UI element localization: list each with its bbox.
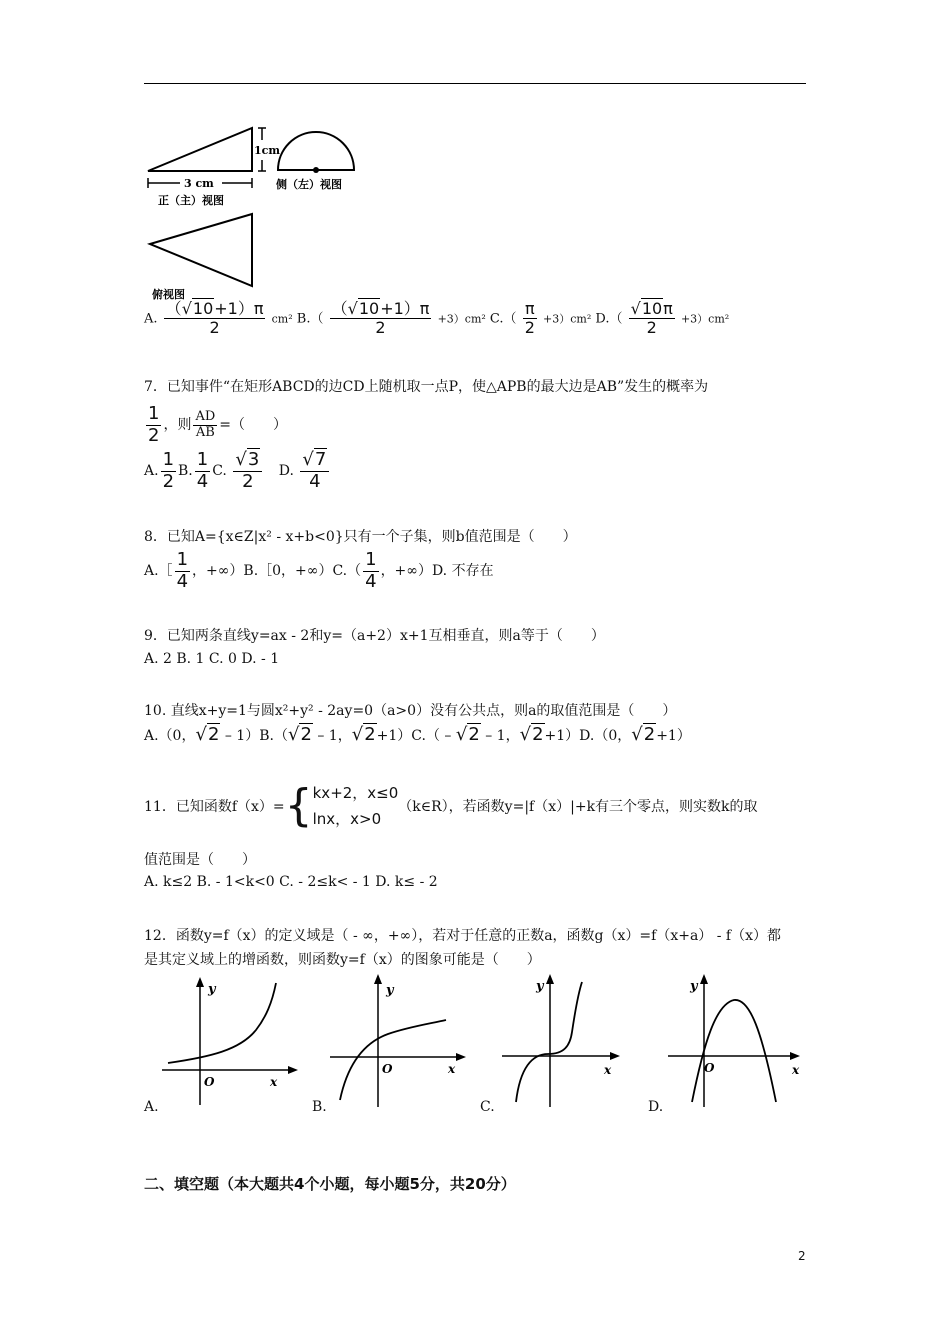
graph-b-curve xyxy=(340,1020,446,1100)
svg-text:x: x xyxy=(448,1062,456,1076)
q10-options: A.（0，√2 – 1）B.（√2 – 1，√2+1）C.（ – √2 – 1，√2+1）D.（0，√2+1） xyxy=(144,724,691,745)
svg-text:O: O xyxy=(382,1062,393,1076)
graph-a xyxy=(160,975,300,1110)
graph-b-label: B. xyxy=(312,1099,327,1115)
svg-text:x: x xyxy=(270,1075,278,1089)
q11-stem: 11．已知函数f（x）={ kx+2，x≤0 lnx，x>0 （k∈R），若函数y=|f（x）|+k有三个零点，则实数k的取 xyxy=(144,780,758,831)
svg-text:y: y xyxy=(536,979,544,994)
top-view-triangle xyxy=(150,214,252,286)
q8-stem: 8．已知A={x∈Z|x² - x+b<0}只有一个子集，则b值范围是（ ） xyxy=(144,529,577,545)
q11-options: A. k≤2 B. - 1<k<0 C. - 2≤k< - 1 D. k≤ - 2 xyxy=(144,874,438,890)
q6-options: A. $\frac{(√10+1)\pi}{2}$ cm² B.（ $\frac{(√10+1)\pi}{2}$ +3）cm² C.（ $\frac{\pi}{2}$ +3）cm² D.（ $\frac{√10\pi}{2}$ +3）cm² xyxy=(144,299,730,338)
graph-d-label: D. xyxy=(648,1099,664,1115)
q11-stem-line2: 值范围是（ ） xyxy=(144,852,256,868)
graph-c-label: C. xyxy=(480,1099,495,1115)
graph-a-label: A. xyxy=(144,1099,159,1115)
side-view-semicircle xyxy=(278,132,354,170)
q7-options: A. $\frac{1}{2}$ B. $\frac{1}{4}$ C. $\frac{√3}{2}$ D. $\frac{√7}{4}$ xyxy=(144,450,331,492)
width-dimension-label: 3 cm xyxy=(184,177,214,190)
graph-d xyxy=(664,972,809,1112)
q7-stem: 7．已知事件“在矩形ABCD的边CD上随机取一点P，使△APB的最大边是AB”发生的概率为 xyxy=(144,379,709,395)
front-view-caption: 正（主）视图 xyxy=(158,194,224,207)
q10-stem: 10. 直线x+y=1与圆x²+y² - 2ay=0（a>0）没有公共点，则a的取值范围是（ ） xyxy=(144,703,677,719)
graph-b xyxy=(328,972,468,1112)
q12-stem-line1: 12．函数y=f（x）的定义域是（ - ∞，+∞），若对于任意的正数a，函数g（x）=f（x+a） - f（x）都 xyxy=(144,928,782,944)
section-2-heading: 二、填空题（本大题共4个小题，每小题5分，共20分） xyxy=(144,1175,516,1193)
q9-options: A. 2 B. 1 C. 0 D. - 1 xyxy=(144,651,280,667)
graph-c xyxy=(498,972,628,1112)
front-view-triangle xyxy=(148,128,252,171)
graph-a-curve xyxy=(168,983,276,1063)
top-view-caption: 俯视图 xyxy=(152,288,185,301)
side-view-caption: 侧（左）视图 xyxy=(276,178,342,191)
svg-text:x: x xyxy=(604,1063,612,1077)
three-view-figure xyxy=(140,118,370,313)
graph-c-curve xyxy=(516,982,582,1102)
svg-text:y: y xyxy=(690,979,698,994)
svg-text:x: x xyxy=(792,1063,800,1077)
page-number: 2 xyxy=(798,1249,806,1263)
svg-text:O: O xyxy=(204,1075,215,1089)
q9-stem: 9．已知两条直线y=ax - 2和y=（a+2）x+1互相垂直，则a等于（ ） xyxy=(144,628,605,644)
svg-text:O: O xyxy=(704,1061,715,1075)
header-rule xyxy=(144,83,806,84)
svg-text:y: y xyxy=(386,983,394,998)
q7-probability: $\frac{1}{2}$ ，则 $\frac{AD}{AB}$ =（ ） xyxy=(148,403,287,446)
svg-text:y: y xyxy=(208,982,216,997)
height-dimension-label: 1cm xyxy=(254,144,280,157)
q8-options: A.［ $\frac{1}{4}$ ，+∞）B.［0，+∞）C.（ $\frac{1}{4}$ ，+∞）D. 不存在 xyxy=(144,549,494,592)
q12-stem-line2: 是其定义域上的增函数，则函数y=f（x）的图象可能是（ ） xyxy=(144,952,541,968)
